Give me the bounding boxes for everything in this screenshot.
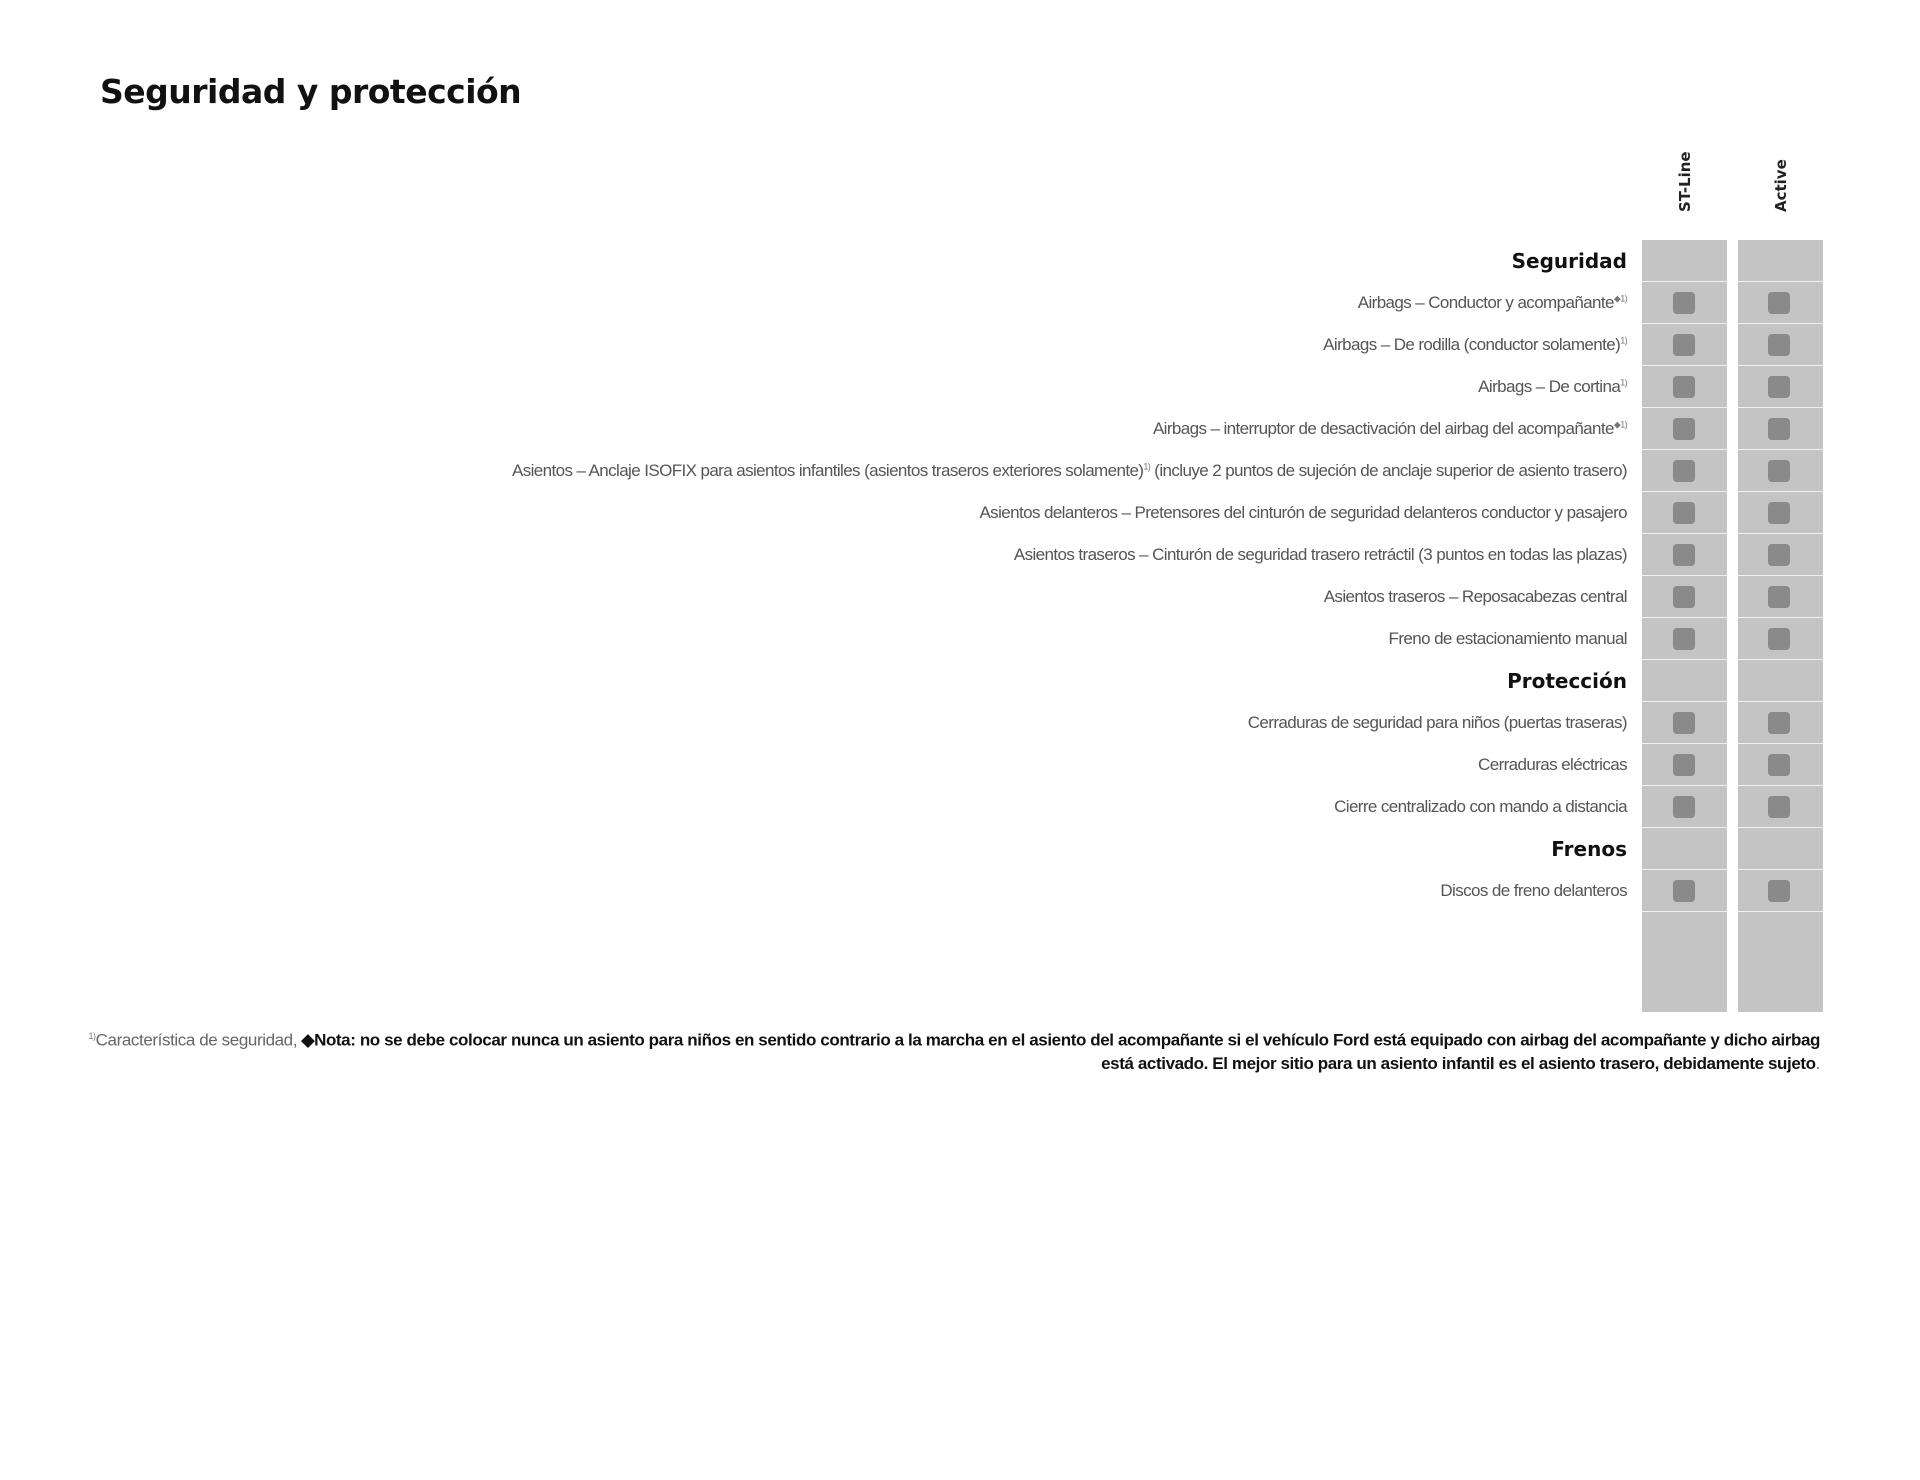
section-header xyxy=(0,828,1920,870)
standard-feature-indicator-active xyxy=(1768,460,1790,482)
table-row xyxy=(0,324,1920,366)
feature-label xyxy=(512,461,1627,481)
standard-feature-indicator-active xyxy=(1768,796,1790,818)
feature-label xyxy=(1440,881,1627,901)
feature-label-text: Discos de freno delanteros xyxy=(1440,880,1627,900)
feature-label xyxy=(1324,587,1627,607)
feature-label-text: Airbags – Conductor y acompañante xyxy=(1357,292,1614,312)
feature-table xyxy=(0,240,1920,912)
feature-label-text: Asientos – Anclaje ISOFIX para asientos infantiles (asientos traseros exteriores solamente) xyxy=(511,460,1144,480)
standard-feature-indicator-st-line xyxy=(1673,460,1695,482)
footnote-marker: 1) xyxy=(1620,376,1627,387)
table-row xyxy=(0,618,1920,660)
feature-label xyxy=(979,503,1627,523)
feature-label-text: Protección xyxy=(1507,668,1627,693)
standard-feature-indicator-active xyxy=(1768,502,1790,524)
table-row xyxy=(0,282,1920,324)
standard-feature-indicator-st-line xyxy=(1673,754,1695,776)
standard-feature-indicator-st-line xyxy=(1673,292,1695,314)
standard-feature-indicator-st-line xyxy=(1673,334,1695,356)
standard-feature-indicator-active xyxy=(1768,712,1790,734)
feature-label-text: Cerraduras eléctricas xyxy=(1478,754,1627,774)
column-header-active-label: Active xyxy=(1771,159,1790,212)
feature-label xyxy=(1389,629,1627,649)
feature-label xyxy=(1248,713,1627,733)
footnote-bold-text: ◆Nota: no se debe colocar nunca un asiento para niños en sentido contrario a la marcha en el asiento del acompañante si el vehículo Ford está equipado con airbag del acompañante y dicho airbag está activado. El mejor sitio para un asiento infantil es el asiento trasero, debidamente sujeto xyxy=(301,1030,1820,1073)
standard-feature-indicator-active xyxy=(1768,334,1790,356)
table-row xyxy=(0,744,1920,786)
table-row xyxy=(0,534,1920,576)
feature-label-text: Freno de estacionamiento manual xyxy=(1388,628,1627,648)
table-row xyxy=(0,492,1920,534)
standard-feature-indicator-active xyxy=(1768,376,1790,398)
standard-feature-indicator-active xyxy=(1768,754,1790,776)
feature-label-text: Asientos delanteros – Pretensores del cinturón de seguridad delanteros conductor y pasajero xyxy=(979,502,1627,522)
standard-feature-indicator-st-line xyxy=(1673,628,1695,650)
footnote-end: . xyxy=(1815,1053,1820,1073)
standard-feature-indicator-st-line xyxy=(1673,796,1695,818)
footnote xyxy=(80,1025,1820,1075)
table-row xyxy=(0,870,1920,912)
standard-feature-indicator-active xyxy=(1768,586,1790,608)
standard-feature-indicator-st-line xyxy=(1673,376,1695,398)
page-title: Seguridad y protección xyxy=(100,72,522,111)
table-row xyxy=(0,366,1920,408)
column-header-active xyxy=(1738,160,1823,230)
standard-feature-indicator-st-line xyxy=(1673,418,1695,440)
standard-feature-indicator-st-line xyxy=(1673,544,1695,566)
feature-label-text: Seguridad xyxy=(1511,248,1627,273)
section-header xyxy=(0,660,1920,702)
footnote-light-text: Característica de seguridad, xyxy=(95,1030,302,1050)
column-header-st-line-label: ST-Line xyxy=(1675,151,1694,212)
table-row xyxy=(0,450,1920,492)
standard-feature-indicator-active xyxy=(1768,628,1790,650)
feature-label xyxy=(1334,797,1627,817)
section-header xyxy=(0,240,1920,282)
feature-label xyxy=(1478,377,1627,397)
footnote-marker: ◆1) xyxy=(1613,292,1627,303)
feature-label-text: Cierre centralizado con mando a distancia xyxy=(1334,796,1627,816)
table-row xyxy=(0,786,1920,828)
standard-feature-indicator-active xyxy=(1768,292,1790,314)
feature-label xyxy=(1014,545,1627,565)
section-title xyxy=(1507,669,1627,693)
table-row xyxy=(0,702,1920,744)
feature-label-text: Airbags – De rodilla (conductor solamente) xyxy=(1323,334,1621,354)
standard-feature-indicator-st-line xyxy=(1673,880,1695,902)
footnote-marker: 1) xyxy=(1143,460,1151,471)
table-row xyxy=(0,408,1920,450)
footnote-marker: ◆1) xyxy=(1613,418,1627,429)
table-row xyxy=(0,576,1920,618)
standard-feature-indicator-st-line xyxy=(1673,502,1695,524)
section-title xyxy=(1551,837,1627,861)
footnote-marker: 1) xyxy=(1620,334,1627,345)
standard-feature-indicator-active xyxy=(1768,544,1790,566)
standard-feature-indicator-active xyxy=(1768,418,1790,440)
feature-label xyxy=(1323,335,1627,355)
feature-label xyxy=(1478,755,1627,775)
feature-label xyxy=(1358,293,1627,313)
standard-feature-indicator-active xyxy=(1768,880,1790,902)
feature-label-text: Frenos xyxy=(1551,836,1627,861)
column-header-st-line xyxy=(1642,151,1727,230)
feature-label xyxy=(1153,419,1627,439)
feature-label-text: Airbags – De cortina xyxy=(1478,376,1621,396)
standard-feature-indicator-st-line xyxy=(1673,586,1695,608)
feature-label-continuation: (incluye 2 puntos de sujeción de anclaje superior de asiento trasero) xyxy=(1150,460,1627,480)
feature-label-text: Airbags – interruptor de desactivación del airbag del acompañante xyxy=(1152,418,1614,438)
footnote-superscript: 1) xyxy=(88,1031,96,1041)
standard-feature-indicator-st-line xyxy=(1673,712,1695,734)
feature-label-text: Cerraduras de seguridad para niños (puertas traseras) xyxy=(1247,712,1627,732)
feature-label-text: Asientos traseros – Cinturón de seguridad trasero retráctil (3 puntos en todas las plazas) xyxy=(1013,544,1627,564)
feature-label-text: Asientos traseros – Reposacabezas central xyxy=(1323,586,1627,606)
section-title xyxy=(1512,249,1627,273)
